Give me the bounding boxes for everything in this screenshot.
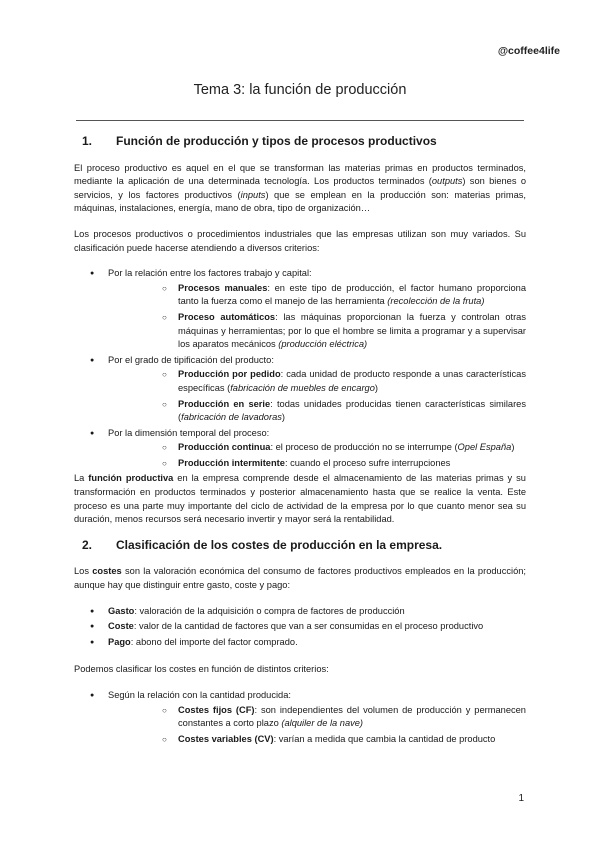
sub-list-item (108, 398, 526, 425)
sub-list-item (108, 704, 526, 731)
bold-term: Procesos manuales (178, 282, 268, 293)
paragraph (74, 565, 526, 592)
text-run: ) son bienes o servicios, y los factores productivos ( (74, 176, 526, 200)
italic-term: inputs (240, 189, 266, 200)
criterion-label: Por la dimensión temporal del proceso: (108, 427, 270, 438)
bold-term: Pago (108, 636, 131, 647)
section-number: 2. (82, 537, 93, 552)
text-run: : todas unidades producidas tienen características similares ( (178, 398, 526, 423)
text-run: Los (74, 566, 93, 577)
bold-term: Costes fijos (CF) (178, 704, 255, 715)
text-run: : varían a medida que cambia la cantidad de producto (273, 733, 496, 744)
criterion-label: Por la relación entre los factores trabajo y capital: (108, 268, 312, 279)
section-title: Clasificación de los costes de producción en la empresa. (116, 537, 443, 552)
paragraph (74, 472, 526, 526)
example-text: (alquiler de la nave) (281, 718, 364, 729)
sub-list (108, 368, 526, 424)
list-item (74, 427, 526, 471)
section-2-heading (74, 539, 526, 553)
sub-list-item (108, 368, 526, 395)
sub-list (108, 441, 526, 470)
sub-list-item (108, 457, 526, 471)
text-run: en la empresa comprende desde el almacenamiento de las materias primas y su transformación en productos terminados y posterior almacenamiento hasta que se realice la venta. Este proceso es una parte muy importante del ciclo de actividad de la empresa por lo que cuanto menor sea su duración, menos recursos será necesario invertir y mayor será la rentabilidad. (74, 473, 526, 525)
text-run: ) (511, 442, 515, 453)
brand-tag: @coffee4life (497, 45, 560, 57)
text-run: : cada unidad de producto responde a unas características específicas ( (178, 369, 526, 393)
bold-term: Producción por pedido (178, 369, 281, 380)
text-run: La (74, 473, 89, 484)
bold-term: Producción continua (178, 442, 271, 453)
criteria-list (74, 267, 526, 470)
example-text: (recolección de la fruta) (387, 296, 485, 307)
example-text: fabricación de lavadoras (181, 412, 282, 423)
bold-term: Gasto (108, 605, 135, 616)
text-run: ) que se emplean en la producción son: materias primas, máquinas, instalaciones, energía, mano de obra, tipo de organización… (74, 189, 527, 214)
bold-term: costes (92, 566, 122, 577)
text-run: El proceso productivo es aquel en el que se transforman las materias primas en productos terminados, mediante la aplicación de una determinada tecnología. Los productos terminados ( (74, 162, 526, 187)
text-run: : cuando el proceso sufre interrupciones (284, 457, 451, 468)
title-divider (76, 120, 524, 121)
text-run: : en este tipo de producción, el factor humano proporciona tanto la fuerza como el manejo de las herramienta (178, 282, 526, 307)
list-item (74, 267, 526, 352)
criterion-label: Por el grado de tipificación del producto: (108, 354, 274, 365)
section-1-heading (74, 135, 526, 149)
sub-list (108, 282, 526, 352)
text-run: : son independientes del volumen de producción y permanecen constantes a corto plazo (178, 704, 526, 729)
list-item (74, 354, 526, 425)
bold-term: Producción intermitente (178, 457, 285, 468)
cost-criteria-list (74, 689, 526, 746)
list-item (74, 605, 526, 619)
list-item (74, 636, 526, 650)
bold-term: función productiva (88, 473, 174, 484)
text-run: : las máquinas proporcionan la fuerza y controlan otras máquinas y herramientas; por lo que el hombre se limita a programar y a supervisar los aparatos mecánicos (178, 311, 526, 350)
text-run: ) (374, 382, 379, 393)
sub-list-item (108, 311, 526, 352)
paragraph (74, 162, 526, 216)
text-run: son la valoración económica del consumo de factores productivos empleados en la producción; aunque hay que distinguir entre gasto, coste y pago: (74, 566, 526, 591)
sub-list (108, 704, 526, 747)
example-text: Opel España (457, 442, 512, 453)
definitions-list (74, 605, 526, 650)
example-text: fabricación de muebles de encargo (230, 382, 375, 393)
sub-list-item (108, 282, 526, 309)
sub-list-item (108, 441, 526, 455)
bold-term: Coste (108, 621, 134, 632)
bold-term: Producción en serie (178, 398, 271, 409)
text-run: ) (281, 412, 285, 423)
paragraph: Podemos clasificar los costes en función de distintos criterios: (74, 664, 329, 675)
example-text: (producción eléctrica) (278, 339, 368, 350)
list-item (74, 620, 526, 634)
section-number: 1. (82, 134, 93, 148)
document-body (74, 135, 526, 748)
criterion-label: Según la relación con la cantidad producida: (108, 690, 291, 700)
text-run: : el proceso de producción no se interrumpe ( (270, 442, 458, 453)
bold-term: Proceso automáticos (178, 311, 276, 322)
section-title: Función de producción y tipos de procesos productivos (116, 134, 437, 148)
text-run: : abono del importe del factor comprado. (130, 636, 298, 647)
text-run: : valor de la cantidad de factores que van a ser consumidas en el proceso productivo (133, 621, 484, 632)
bold-term: Costes variables (CV) (178, 733, 274, 744)
sub-list-item (108, 733, 526, 747)
italic-term: outputs (431, 176, 463, 187)
text-run: : valoración de la adquisición o compra de factores de producción (134, 605, 405, 616)
paragraph: Los procesos productivos o procedimientos industriales que las empresas utilizan son muy variados. Su clasificación puede hacerse atendiendo a diversos criterios: (74, 228, 526, 253)
document-title: Tema 3: la función de producción (193, 82, 407, 98)
list-item (74, 689, 526, 746)
page-number: 1 (518, 793, 524, 804)
